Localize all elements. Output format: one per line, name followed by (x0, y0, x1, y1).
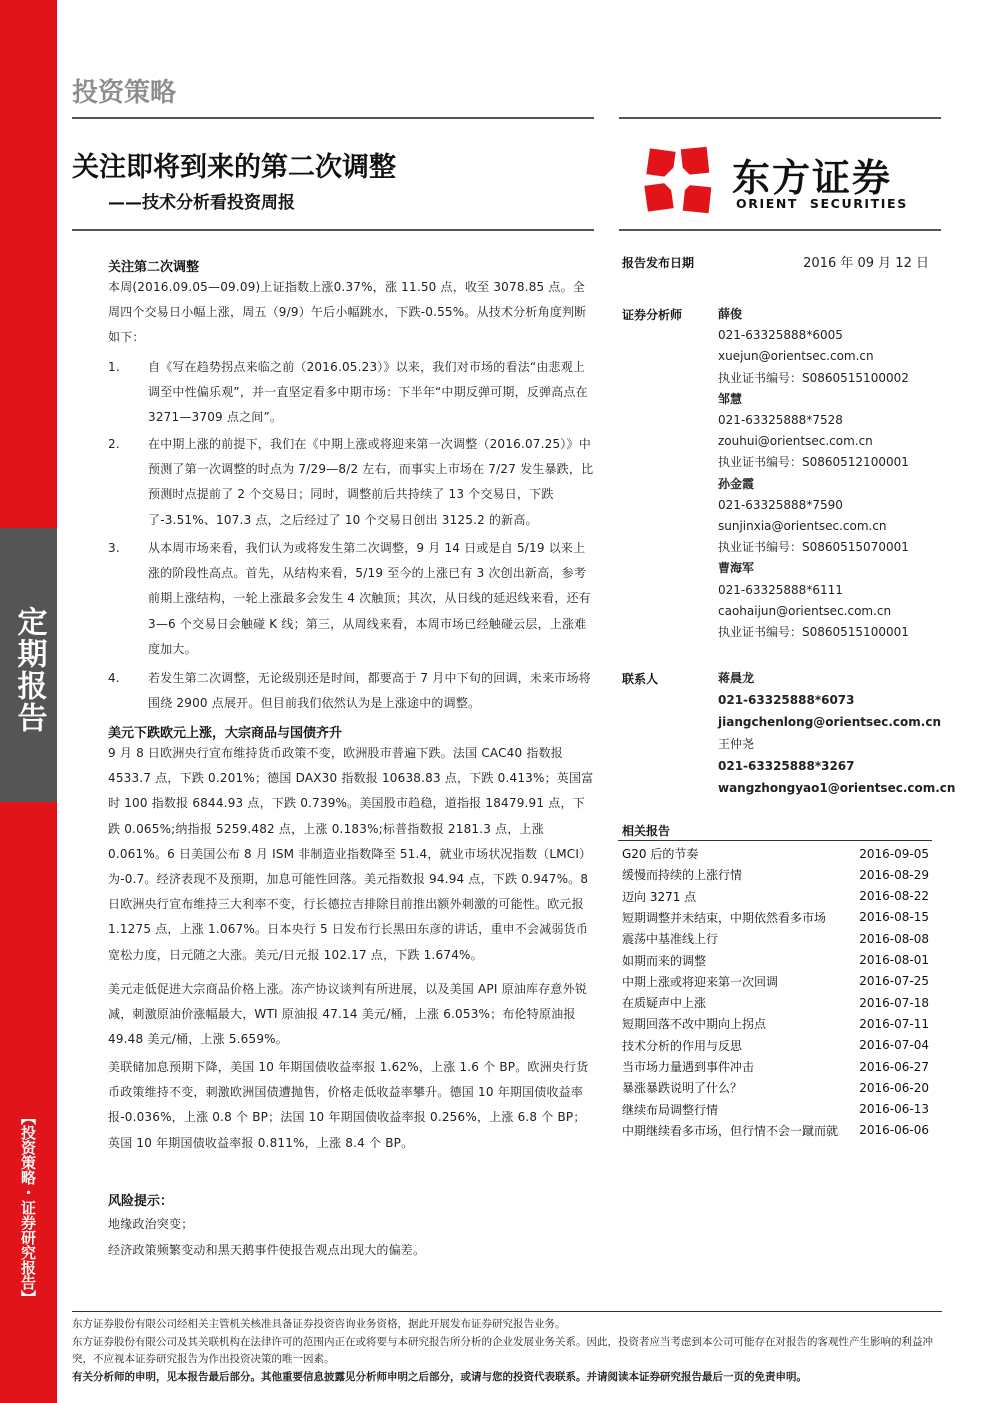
title-rule-left (72, 229, 594, 231)
section-title-adjustment: 关注第二次调整 (108, 260, 200, 275)
analyst-phone: 021-63325888*6111 (718, 582, 843, 597)
related-report-row[interactable] (622, 1099, 929, 1120)
related-report-row[interactable] (622, 992, 929, 1013)
analyst-cert: 执业证书编号：S0860515070001 (718, 540, 909, 555)
contact-phone: 021-63325888*3267 (718, 759, 855, 773)
analyst-name: 薛俊 (718, 307, 743, 321)
related-report-date: 2016-06-27 (859, 1059, 929, 1074)
list-item-text: 若发生第二次调整，无论级别还是时间，都要高于 7 月中下旬的回调，未来市场将围绕 2900 点展开。但目前我们依然认为是上涨途中的调整。 (148, 671, 591, 711)
risk-item: 地缘政治突变； (108, 1217, 194, 1231)
footer-disclaimer-1: 东方证券股份有限公司经相关主管机关核准具备证券投资咨询业务资格，据此开展发布证券研究报告业务。 (72, 1318, 566, 1330)
list-item-number: 3. (108, 541, 120, 555)
related-report-row[interactable] (622, 886, 929, 907)
related-report-title: 震荡中基准线上行 (622, 932, 719, 947)
related-report-title: 当市场力量遇到事件冲击 (622, 1060, 755, 1074)
related-report-title: 短期回落不改中期向上拐点 (622, 1017, 767, 1032)
contact-email[interactable]: wangzhongyao1@orientsec.com.cn (718, 781, 956, 795)
related-report-title: 缓慢而持续的上涨行情 (622, 868, 743, 883)
contact-block (718, 667, 955, 799)
related-report-row[interactable] (622, 1077, 929, 1098)
brand-logo-icon (638, 140, 718, 220)
side-band-red-top (0, 0, 57, 528)
report-type-label: 定期报告 (11, 606, 47, 734)
list-item-text: 从本周市场来看，我们认为或将发生第二次调整，9 月 14 日或是自 5/19 以来上涨的阶段性高点。首先，从结构来看，5/19 至今的上涨已有 3 次创出新高，参考前期上涨结构，一轮上涨最多会发生 4 次触顶；其次，从日线的延迟线来看，还有 3—6 个交易日会触碰 K 线；第三，从周线来看，本周市场已经触碰云层，上涨难度加大。 (148, 541, 591, 656)
related-report-row[interactable] (622, 1035, 929, 1056)
analyst-phone: 021-63325888*7528 (718, 413, 843, 428)
related-report-row[interactable] (622, 864, 929, 885)
header-rule-left (72, 117, 594, 119)
analyst-name: 邹慧 (718, 391, 743, 406)
publish-date-label: 报告发布日期 (622, 256, 695, 270)
analyst-label: 证券分析师 (622, 308, 683, 322)
analyst-email: caohaijun@orientsec.com.cn (718, 603, 892, 618)
report-subtitle: ——技术分析看投资周报 (108, 193, 295, 213)
publish-date-value: 2016 年 09 月 12 日 (803, 256, 929, 271)
contact-phone: 021-63325888*6073 (718, 693, 855, 707)
title-rule-right (619, 229, 941, 231)
related-report-date: 2016-08-29 (859, 867, 929, 882)
analyst-email: zouhui@orientsec.com.cn (718, 434, 873, 449)
related-report-date: 2016-06-06 (859, 1123, 929, 1138)
related-report-row[interactable] (622, 1013, 929, 1034)
intro-paragraph: 本周(2016.09.05—09.09)上证指数上涨0.37%，涨 11.50 点，收至 3078.85 点。全周四个交易日小幅上涨，周五（9/9）午后小幅跳水，下跌-0.55%。从技术分析角度判断如下： (108, 280, 587, 345)
list-item-text: 自《写在趋势拐点来临之前（2016.05.23）》以来，我们对市场的看法“由悲观上调至中性偏乐观”，并一直坚定看多中期市场：下半年“中期反弹可期，反弹高点在 3271—3709 点之间”。 (148, 360, 588, 425)
related-report-title: 如期而来的调整 (622, 953, 707, 968)
footer-rule (72, 1311, 942, 1312)
section-title-markets: 美元下跌欧元上涨，大宗商品与国债齐升 (108, 726, 343, 741)
related-report-row[interactable] (622, 1120, 929, 1141)
brand-logo (638, 140, 718, 220)
related-report-date: 2016-07-18 (859, 995, 929, 1010)
related-reports-rule (618, 840, 932, 841)
related-report-date: 2016-06-20 (859, 1080, 929, 1095)
related-report-row[interactable] (622, 928, 929, 949)
related-report-row[interactable] (622, 1056, 929, 1077)
analyst-email: xuejun@orientsec.com.cn (718, 349, 874, 364)
footer-disclaimer-2: 东方证券股份有限公司及其关联机构在法律许可的范围内正在或将要与本研究报告所分析的企业发展业务关系。因此，投资者应当考虑到本公司可能存在对报告的客观性产生影响的利益冲突，不应视本证券研究报告为作出投资决策的唯一因素。 (72, 1336, 933, 1365)
contact-email[interactable]: jiangchenlong@orientsec.com.cn (718, 715, 942, 729)
report-subtype-label: 【投资策略・证券研究报告】 (19, 1110, 37, 1305)
related-report-title: 在质疑声中上涨 (622, 996, 707, 1011)
contact-label: 联系人 (622, 672, 659, 686)
markets-paragraph-1: 9 月 8 日欧洲央行宣布维持货币政策不变，欧洲股市普遍下跌。法国 CAC40 指数报 4533.7 点，下跌 0.201%；德国 DAX30 指数报 10638.83 点，下跌 0.413%；英国富时 100 指数报 6844.93 点，下跌 0.739%。美国股市趋稳，道指报 18479.91 点，下跌 0.065%;纳指报 5259.482 点，上涨 0.183%;标普指数报 2181.3 点，上涨 0.061%。6 日美国公布 8 月 ISM 非制造业指数降至 51.4，就业市场状况指数（LMCI）为-0.7。经济表现不及预期，加息可能性回落。美元指数报 94.94 点，下跌 0.947%。8 日欧洲央行宣布维持三大利率不变，行长德拉吉排除目前推出额外刺激的可能性。欧元报 1.1275 点，上涨 1.067%。日本央行 5 日发布行长黑田东彦的讲话，重申不会减弱货币宽松力度，日元随之大涨。美元/日元报 102.17 点，下跌 1.674%。 (108, 746, 594, 962)
related-report-title: 技术分析的作用与反思 (622, 1038, 743, 1053)
related-report-date: 2016-07-04 (859, 1038, 929, 1053)
related-report-title: 中期继续看多市场，但行情不会一蹴而就 (622, 1123, 839, 1138)
list-item-number: 2. (108, 437, 120, 451)
header-rule-right (619, 117, 941, 119)
related-report-date: 2016-06-13 (859, 1102, 929, 1117)
analyst-phone: 021-63325888*6005 (718, 328, 843, 343)
report-title: 关注即将到来的第二次调整 (72, 152, 396, 183)
related-report-row[interactable] (622, 950, 929, 971)
related-report-title: 继续布局调整行情 (622, 1102, 719, 1117)
related-report-title: 暴涨暴跌说明了什么？ (622, 1081, 743, 1096)
analyst-cert: 执业证书编号：S0860515100002 (718, 370, 909, 385)
analyst-phone: 021-63325888*7590 (718, 497, 843, 512)
risk-item: 经济政策频繁变动和黑天鹅事件使报告观点出现大的偏差。 (108, 1243, 426, 1257)
related-report-date: 2016-09-05 (859, 846, 929, 861)
brand-name-cn: 东方证券 (732, 156, 893, 200)
list-item-number: 1. (108, 360, 120, 374)
related-reports-title: 相关报告 (622, 824, 671, 838)
related-report-title: G20 后的节奏 (622, 847, 699, 861)
markets-paragraph-2: 美元走低促进大宗商品价格上涨。冻产协议谈判有所进展，以及美国 API 原油库存意外锐减，刺激原油价涨幅最大，WTI 原油报 47.14 美元/桶，上涨 6.053%；布伦特原油报 49.48 美元/桶，上涨 5.659%。 (108, 982, 588, 1047)
analyst-name: 曹海军 (718, 561, 755, 576)
related-report-date: 2016-08-01 (859, 953, 929, 967)
brand-name-en: ORIENT SECURITIES (736, 196, 908, 211)
related-report-date: 2016-08-08 (859, 931, 929, 946)
related-report-date: 2016-07-11 (859, 1016, 929, 1031)
related-report-date: 2016-08-15 (859, 910, 929, 925)
related-report-row[interactable] (622, 843, 929, 864)
analyst-cert: 执业证书编号：S0860515100001 (718, 625, 909, 640)
list-item-number: 4. (108, 671, 120, 685)
related-report-date: 2016-07-25 (859, 974, 929, 989)
category-heading: 投资策略 (72, 78, 177, 108)
contact-name: 蒋晨龙 (718, 671, 755, 685)
analyst-block (718, 304, 909, 643)
analyst-name: 孙金霞 (718, 476, 755, 491)
related-report-title: 中期上涨或将迎来第一次回调 (622, 974, 779, 989)
analyst-cert: 执业证书编号：S0860512100001 (718, 455, 909, 470)
risk-title: 风险提示： (108, 1194, 174, 1209)
analyst-email: sunjinxia@orientsec.com.cn (718, 519, 887, 534)
related-report-title: 短期调整并未结束，中期依然看多市场 (622, 910, 827, 925)
related-report-title: 迈向 3271 点 (622, 889, 697, 904)
related-report-row[interactable] (622, 907, 929, 928)
markets-paragraph-3: 美联储加息预期下降，美国 10 年期国债收益率报 1.62%，上涨 1.6 个 BP。欧洲央行货币政策维持不变，刺激欧洲国债遭抛售，价格走低收益率攀升。德国 10 年期国债收益率报-0.036%，上涨 0.8 个 BP；法国 10 年期国债收益率报 0.256%，上涨 6.8 个 BP；英国 10 年期国债收益率报 0.811%，上涨 8.4 个 BP。 (108, 1060, 589, 1150)
related-report-date: 2016-08-22 (859, 889, 929, 904)
footer-disclaimer-3: 有关分析师的申明，见本报告最后部分。其他重要信息披露见分析师申明之后部分，或请与您的投资代表联系。并请阅读本证券研究报告最后一页的免责申明。 (72, 1371, 807, 1383)
contact-name: 王仲尧 (718, 737, 755, 751)
related-report-row[interactable] (622, 971, 929, 992)
list-item-text: 在中期上涨的前提下，我们在《中期上涨或将迎来第一次调整（2016.07.25）》中预测了第一次调整的时点为 7/29—8/2 左右，而事实上市场在 7/27 发生暴跌，比预测时点提前了 2 个交易日；同时，调整前后共持续了 13 个交易日，下跌了-3.51%、107.3 点，之后经过了 10 个交易日创出 3125.2 的新高。 (148, 437, 594, 527)
